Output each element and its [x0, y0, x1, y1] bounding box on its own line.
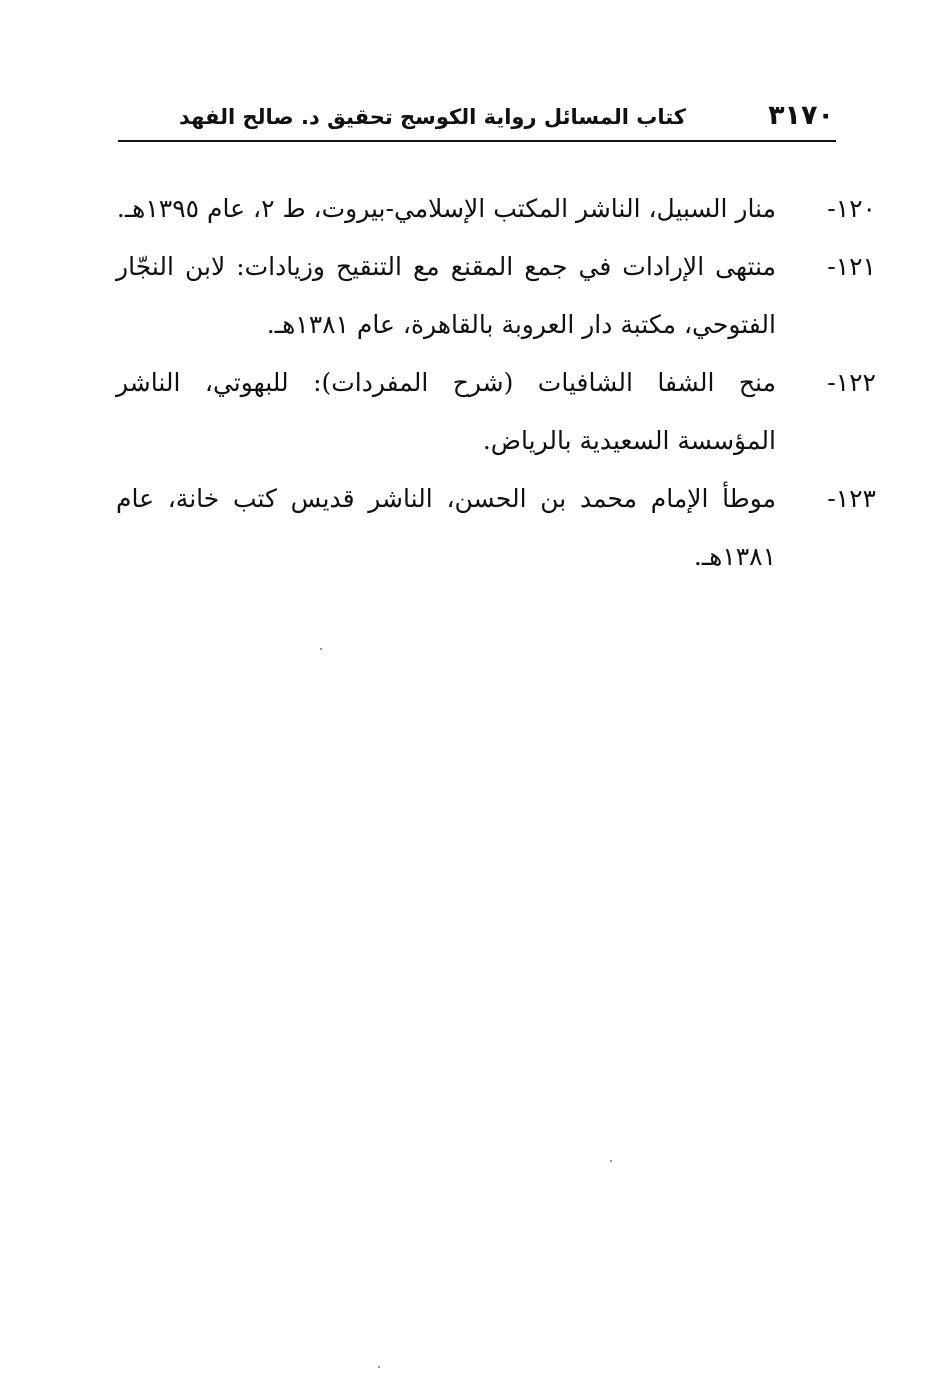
- scan-speck: [378, 1366, 380, 1368]
- bibliography-entry: [116, 180, 876, 238]
- entry-number: ١٢٢-: [827, 368, 876, 397]
- running-title: كتاب المسائل رواية الكوسج تحقيق د. صالح الفهد: [179, 105, 686, 129]
- scan-speck: [320, 648, 322, 650]
- entry-text: منتهى الإرادات في جمع المقنع مع التنقيح وزيادات: لابن النجّار الفتوحي، مكتبة دار العروبة بالقاهرة، عام ١٣٨١هـ.: [116, 252, 776, 339]
- page-number: ٣١٧٠: [768, 100, 834, 131]
- bibliography-list: [116, 180, 876, 586]
- entry-text: منح الشفا الشافيات (شرح المفردات): للبهوتي، الناشر المؤسسة السعيدية بالرياض.: [116, 368, 776, 455]
- bibliography-entry: [116, 470, 876, 586]
- scan-speck: [610, 1160, 612, 1162]
- entry-number: ١٢١-: [827, 252, 876, 281]
- entry-text: منار السبيل، الناشر المكتب الإسلامي-بيروت، ط ٢، عام ١٣٩٥هـ.: [116, 194, 776, 223]
- entry-number: ١٢٠-: [827, 194, 876, 223]
- entry-number: ١٢٣-: [827, 484, 876, 513]
- bibliography-entry: [116, 238, 876, 354]
- page-header: [118, 98, 836, 142]
- entry-text: موطأ الإمام محمد بن الحسن، الناشر قديس كتب خانة، عام ١٣٨١هـ.: [116, 484, 776, 571]
- bibliography-entry: [116, 354, 876, 470]
